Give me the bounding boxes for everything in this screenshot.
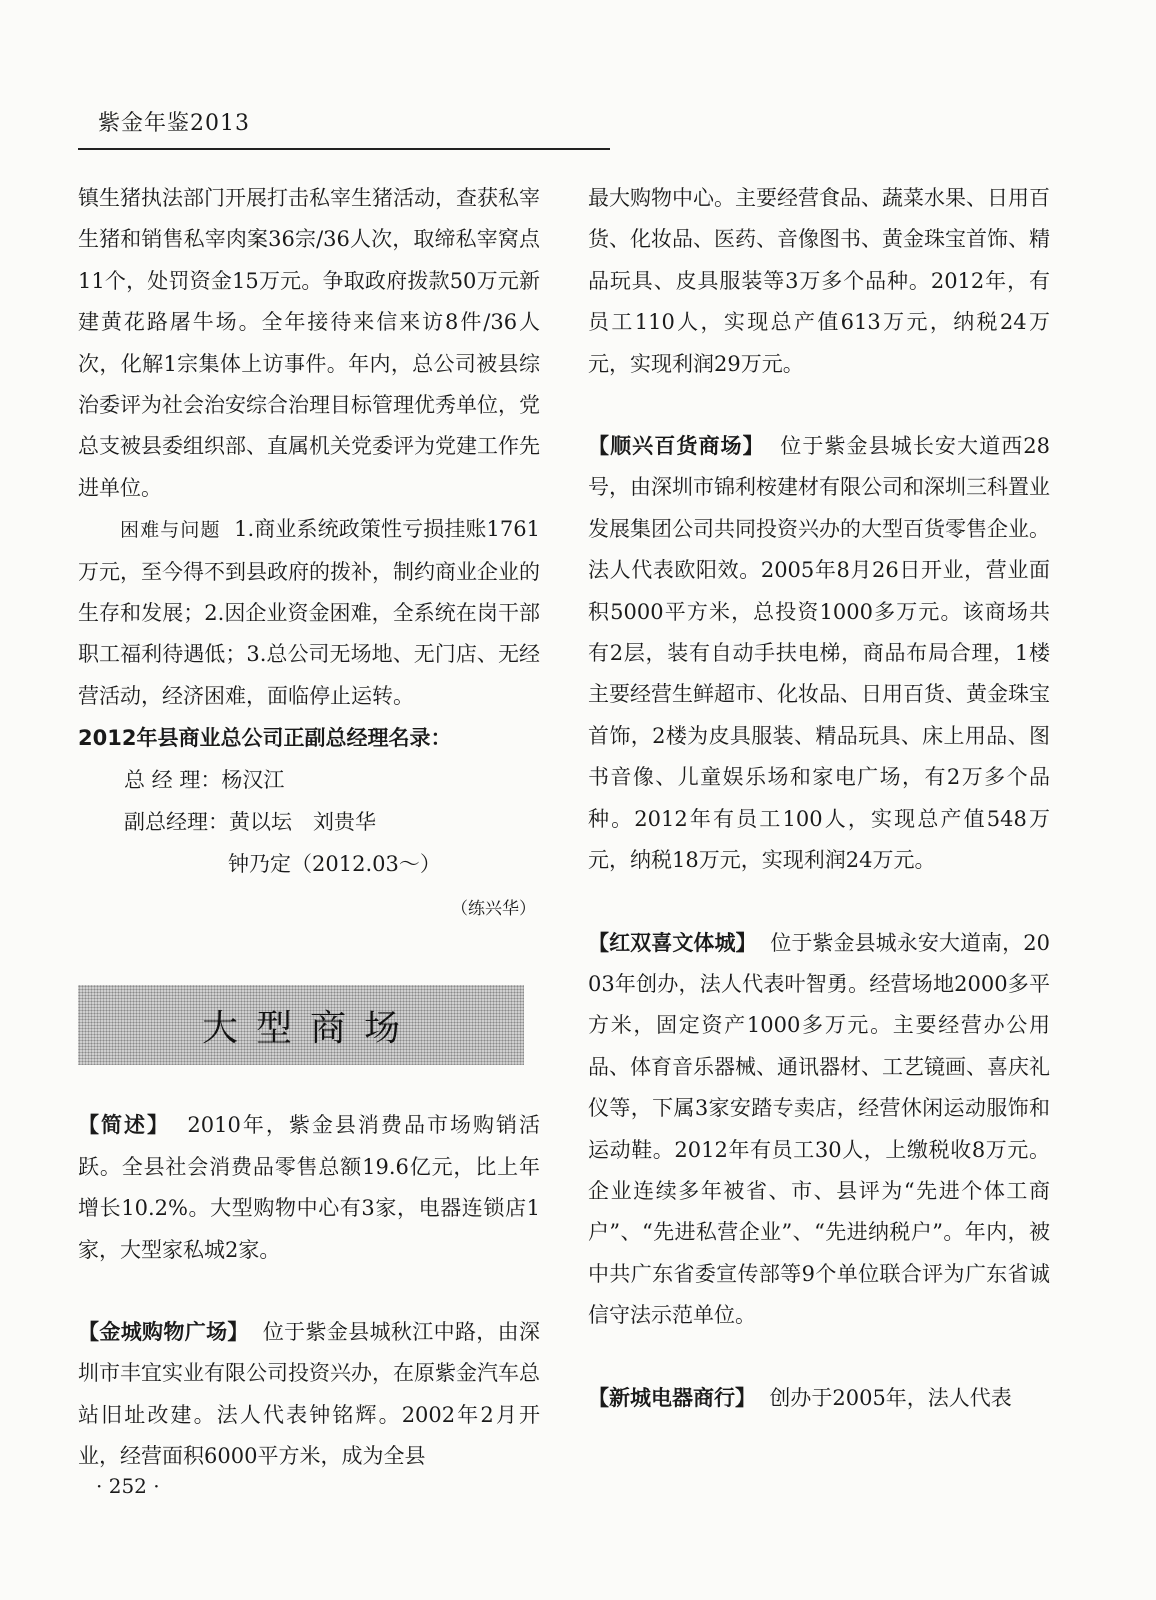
section-banner [78, 985, 524, 1065]
paragraph-overview [78, 1105, 540, 1271]
right-column [588, 178, 1050, 1419]
paragraph-shunxing [588, 426, 1050, 881]
hongshuangxi-text: 位于紫金县城永安大道南，2003年创办，法人代表叶智勇。经营场地2000多平方米，固定资产1000多万元。主要经营办公用品、体育音乐器械、通讯器材、工艺镜画、喜庆礼仪等，下属3家安踏专卖店，经营休闲运动服饰和运动鞋。2012年有员工30人，上缴税收8万元。企业连续多年被省、市、县评为“先进个体工商户”、“先进私营企业”、“先进纳税户”。年内，被中共广东省委宣传部等9个单位联合评为广东省诚信守法示范单位。 [588, 930, 1050, 1328]
roster-general-manager: 总 经 理：杨汉江 [124, 768, 285, 793]
xincheng-text: 创办于2005年，法人代表 [769, 1385, 1012, 1410]
xincheng-label: 【新城电器商行】 [588, 1385, 756, 1410]
author-credit: （练兴华） [451, 899, 536, 920]
shunxing-label: 【顺兴百货商场】 [588, 434, 765, 459]
paragraph-xincheng [588, 1378, 1050, 1419]
difficulty-text: 1.商业系统政策性亏损挂账1761万元，至今得不到县政府的拨补，制约商业企业的生存和发展；2.因企业资金困难，全系统在岗干部职工福利待遇低；3.总公司无场地、无门店、无经营活动，经济困难，面临停止运转。 [78, 517, 540, 708]
jincheng-label: 【金城购物广场】 [78, 1319, 249, 1344]
section-title: 大型商场 [201, 1007, 418, 1049]
paragraph-jincheng [78, 1312, 540, 1478]
running-title: 紫金年鉴2013 [98, 111, 250, 136]
header-rule [78, 148, 610, 150]
overview-text: 2010年，紫金县消费品市场购销活跃。全县社会消费品零售总额19.6亿元，比上年增长10.2%。大型购物中心有3家，电器连锁店1家，大型家私城2家。 [78, 1113, 540, 1262]
roster-deputy-managers: 副总经理：黄以坛 刘贵华 [124, 810, 376, 835]
paragraph-hongshuangxi [588, 923, 1050, 1337]
left-column [78, 178, 540, 1478]
overview-label: 【简述】 [78, 1113, 171, 1138]
paragraph-law-enforcement: 镇生猪执法部门开展打击私宰生猪活动，查获私宰生猪和销售私宰肉案36宗/36人次，取缔私宰窝点11个，处罚资金15万元。争取政府拨款50万元新建黄花路屠牛场。全年接待来信来访8件/36人次，化解1宗集体上访事件。年内，总公司被县综治委评为社会治安综合治理目标管理优秀单位，党总支被县委组织部、直属机关党委评为党建工作先进单位。 [78, 186, 540, 500]
roster-title: 2012年县商业总公司正副总经理名录： [78, 726, 452, 751]
page-number: · 252 · [96, 1474, 160, 1498]
hongshuangxi-label: 【红双喜文体城】 [588, 930, 757, 955]
difficulty-lead: 困难与问题 [120, 519, 221, 542]
paragraph-difficulties [78, 509, 540, 717]
jincheng-text: 位于紫金县城秋江中路，由深圳市丰宜实业有限公司投资兴办，在原紫金汽车总站旧址改建。法人代表钟铭辉。2002年2月开业，经营面积6000平方米，成为全县 [78, 1319, 540, 1469]
roster-deputy-manager-extra: 钟乃定（2012.03～） [228, 852, 441, 877]
paragraph-jincheng-continued: 最大购物中心。主要经营食品、蔬菜水果、日用百货、化妆品、医药、音像图书、黄金珠宝首饰、精品玩具、皮具服装等3万多个品种。2012年，有员工110人，实现总产值613万元，纳税24万元，实现利润29万元。 [588, 186, 1050, 376]
shunxing-text: 位于紫金县城长安大道西28号，由深圳市锦利桉建材有限公司和深圳三科置业发展集团公司共同投资兴办的大型百货零售企业。法人代表欧阳效。2005年8月26日开业，营业面积5000平方米，总投资1000多万元。该商场共有2层，装有自动手扶电梯，商品布局合理，1楼主要经营生鲜超市、化妆品、日用百货、黄金珠宝首饰，2楼为皮具服装、精品玩具、床上用品、图书音像、儿童娱乐场和家电广场，有2万多个品种。2012年有员工100人，实现总产值548万元，纳税18万元，实现利润24万元。 [588, 434, 1051, 873]
